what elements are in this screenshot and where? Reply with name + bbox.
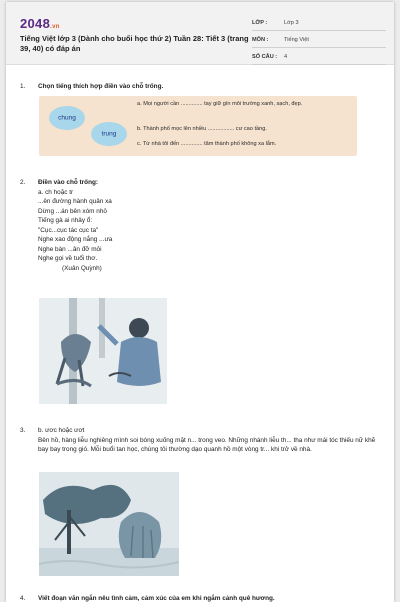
question-number: 4. — [20, 595, 26, 602]
illustration-girl-chickens — [39, 298, 167, 404]
meta-value: 4 — [284, 54, 288, 60]
question-number: 3. — [20, 427, 26, 434]
option-b: b. Thành phố mọc lên nhiều ................. cư cao tầng. — [137, 126, 267, 132]
page-title: Tiếng Việt lớp 3 (Dành cho buổi học thứ 2) Tuần 28: Tiết 3 (trang 39, 40) có đáp án — [20, 34, 249, 53]
meta-table — [252, 16, 386, 67]
poem-author: (Xuân Quỳnh) — [62, 264, 102, 272]
poem-line: Nghe gọi về tuổi thơ. — [38, 255, 98, 262]
word-choice-card — [39, 96, 357, 156]
word-bubble-label: chung — [58, 114, 76, 122]
option-a: a. Mọi người cần .............. tay giữ gìn môi trường xanh, sạch, đẹp. — [137, 101, 303, 107]
question-subtitle: a. ch hoặc tr — [38, 188, 74, 196]
word-bubble-chung — [49, 106, 85, 130]
question-number: 1. — [20, 83, 26, 90]
question-subtitle: b. ươc hoặc ươt — [38, 427, 85, 434]
poem-line: "Cục...cục tác cục ta" — [38, 226, 99, 234]
meta-row-subject — [252, 33, 386, 48]
meta-label: LỚP : — [252, 20, 268, 26]
illustration-willow-lake — [39, 472, 179, 576]
meta-row-count — [252, 50, 386, 65]
question-number: 2. — [20, 179, 26, 186]
question-body — [38, 178, 368, 273]
meta-value: Lớp 3 — [284, 20, 299, 26]
page-header — [6, 2, 394, 65]
meta-label: SỐ CÂU : — [252, 54, 278, 60]
question-title: Chọn tiếng thích hợp điền vào chỗ trống. — [38, 83, 164, 90]
poem-line: Tiếng gà ai nhảy ổ: — [38, 217, 93, 224]
option-c: c. Từ nhà tôi đến .............. tâm thành phố không xa lắm. — [137, 141, 277, 147]
question-title: Viết đoạn văn ngắn nêu tình cảm, cảm xúc của em khi ngắm cảnh quê hương. — [38, 595, 275, 602]
question-paragraph: Bên hồ, hàng liễu nghiêng mình soi bóng xuống mặt n... trong veo. Những nhánh liễu th... tha như mái tóc thiếu nữ khẽ bay bay trong gió. Mỗi buổi tan học, chúng tôi thường dạo quanh hồ một vòng tr... khi trở về nhà. — [38, 436, 376, 453]
poem-line: Dừng ...án bên xóm nhỏ — [38, 207, 107, 215]
meta-value: Tiếng Việt — [284, 37, 309, 43]
logo-suffix: .vn — [50, 24, 60, 30]
meta-row-class — [252, 16, 386, 31]
word-bubble-trung — [91, 122, 127, 146]
illustration-girl-chickens-image — [39, 298, 167, 404]
poem-line: Nghe xao động nắng ...ưa — [38, 236, 113, 243]
logo-text: 2048 — [20, 16, 51, 31]
question-body — [38, 426, 378, 455]
question-title: Điền vào chỗ trống: — [38, 179, 99, 186]
worksheet-page — [6, 2, 394, 602]
meta-label: MÔN : — [252, 37, 269, 43]
poem-line: Nghe bàn ...ân đỡ mỏi — [38, 245, 102, 253]
illustration-willow-lake-image — [39, 472, 179, 576]
word-bubble-label: trung — [101, 130, 117, 138]
site-logo[interactable] — [20, 16, 60, 31]
poem-line: ...ên đường hành quân xa — [38, 198, 112, 205]
